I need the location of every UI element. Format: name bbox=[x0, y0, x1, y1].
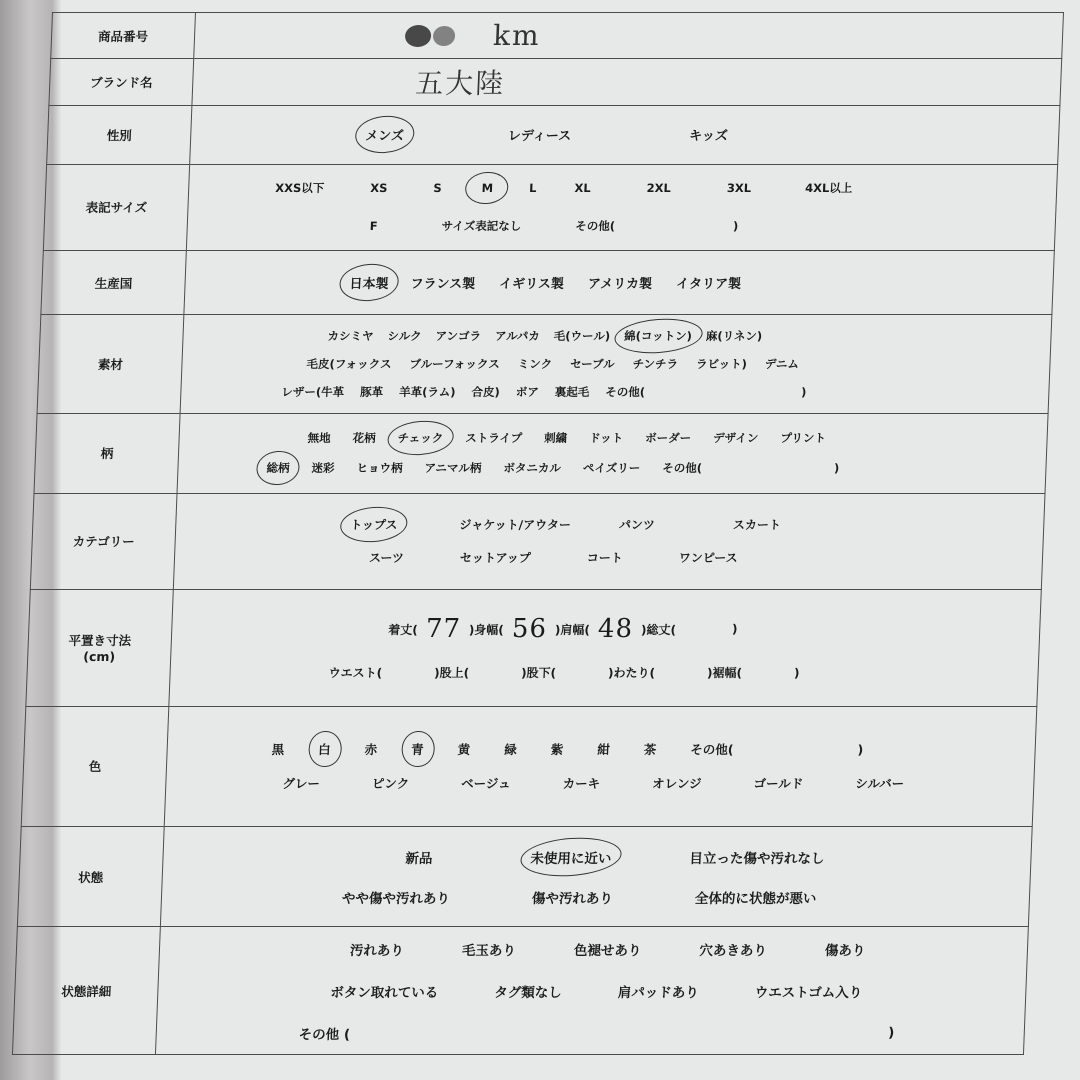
measure-thigh-label[interactable]: )わたり( bbox=[607, 666, 656, 681]
row-condition bbox=[17, 827, 1032, 927]
pattern-option[interactable]: 刺繍 bbox=[543, 431, 568, 446]
country-option-japan[interactable]: 日本製 bbox=[345, 270, 393, 295]
measure-length-label: 着丈( bbox=[387, 622, 419, 637]
redacted-ink-mark bbox=[401, 22, 460, 50]
row-material bbox=[37, 315, 1052, 413]
material-option[interactable]: チンチラ bbox=[632, 356, 679, 371]
detail-option[interactable]: 色褪せあり bbox=[573, 942, 642, 959]
measure-length-value[interactable]: 77 bbox=[425, 614, 462, 645]
color-option[interactable]: 紺 bbox=[596, 742, 611, 758]
label-condition-detail: 状態詳細 bbox=[12, 927, 160, 1055]
color-option[interactable]: 黒 bbox=[271, 742, 285, 758]
material-option[interactable]: アルパカ bbox=[494, 328, 541, 343]
pattern-option[interactable]: ボタニカル bbox=[503, 461, 562, 476]
pattern-option[interactable]: プリント bbox=[780, 431, 827, 446]
material-option[interactable]: 羊革(ラム) bbox=[398, 384, 456, 399]
row-size bbox=[43, 164, 1057, 250]
pattern-option-other[interactable]: その他( bbox=[662, 461, 703, 476]
label-size: 表記サイズ bbox=[43, 164, 189, 250]
material-option[interactable]: 麻(リネン) bbox=[705, 328, 763, 343]
detail-option[interactable]: ウエストゴム入り bbox=[754, 984, 863, 1001]
label-brand: ブランド名 bbox=[49, 59, 194, 106]
color-option[interactable]: 赤 bbox=[364, 742, 378, 758]
gender-option-mens[interactable]: メンズ bbox=[361, 122, 409, 147]
size-option[interactable]: XS bbox=[369, 181, 388, 196]
measure-end-2: ) bbox=[793, 665, 800, 680]
label-pattern: 柄 bbox=[34, 413, 180, 493]
category-option-tops[interactable]: トップス bbox=[346, 513, 402, 536]
material-option[interactable]: 裏起毛 bbox=[554, 384, 590, 399]
color-option[interactable]: 緑 bbox=[503, 742, 518, 758]
product-form bbox=[12, 12, 1064, 1055]
category-option[interactable]: スーツ bbox=[368, 551, 405, 566]
label-category: カテゴリー bbox=[30, 493, 177, 589]
size-option[interactable]: XL bbox=[574, 181, 591, 196]
size-option[interactable]: 2XL bbox=[646, 181, 672, 196]
country-option[interactable]: イタリア製 bbox=[675, 277, 742, 292]
color-option[interactable]: オレンジ bbox=[651, 776, 702, 792]
color-option[interactable]: ゴールド bbox=[753, 776, 804, 792]
material-option[interactable]: ミンク bbox=[517, 356, 553, 371]
measure-rise-label[interactable]: )股上( bbox=[433, 666, 470, 681]
label-measure-unit: (cm) bbox=[83, 649, 116, 665]
color-option[interactable]: 黄 bbox=[457, 742, 471, 758]
category-option[interactable]: ジャケット/アウター bbox=[459, 518, 572, 533]
color-option[interactable]: カーキ bbox=[562, 776, 601, 792]
pattern-option[interactable]: アニマル柄 bbox=[424, 461, 482, 476]
size-option[interactable]: S bbox=[433, 181, 442, 196]
detail-option[interactable]: タグ類なし bbox=[494, 984, 563, 1001]
label-measure: 平置き寸法 bbox=[68, 633, 132, 649]
pattern-option[interactable]: デザイン bbox=[712, 431, 759, 446]
measure-waist-label[interactable]: ウエスト( bbox=[328, 666, 383, 681]
pattern-option-allover[interactable]: 総柄 bbox=[262, 457, 294, 479]
material-option[interactable]: ブルーフォックス bbox=[409, 356, 501, 371]
condition-option[interactable]: やや傷や汚れあり bbox=[341, 890, 451, 907]
row-measure bbox=[26, 590, 1041, 706]
row-pattern bbox=[34, 413, 1048, 493]
color-option-white[interactable]: 白 bbox=[314, 737, 335, 761]
pattern-option[interactable]: ヒョウ柄 bbox=[356, 461, 403, 476]
size-option[interactable]: 3XL bbox=[726, 181, 752, 196]
row-category bbox=[30, 493, 1045, 589]
detail-option[interactable]: 穴あきあり bbox=[699, 942, 768, 959]
material-option[interactable]: ボア bbox=[515, 384, 540, 399]
color-option[interactable]: 茶 bbox=[643, 742, 657, 758]
condition-option-new[interactable]: 新品 bbox=[405, 850, 433, 867]
condition-option[interactable]: 傷や汚れあり bbox=[531, 890, 614, 907]
condition-option[interactable]: 全体的に状態が悪い bbox=[694, 890, 817, 907]
pattern-option[interactable]: ペイズリー bbox=[582, 461, 641, 476]
product-number-handwritten: km bbox=[492, 19, 542, 53]
row-gender bbox=[47, 106, 1060, 164]
size-option[interactable]: F bbox=[369, 219, 378, 234]
pattern-option[interactable]: ドット bbox=[588, 431, 624, 446]
pattern-option[interactable]: ボーダー bbox=[644, 431, 692, 446]
category-option[interactable]: パンツ bbox=[618, 518, 656, 533]
label-material: 素材 bbox=[37, 315, 184, 413]
detail-option[interactable]: 肩パッドあり bbox=[617, 984, 700, 1001]
measure-total-label: )総丈( bbox=[640, 622, 677, 637]
size-option[interactable]: 4XL以上 bbox=[804, 181, 853, 196]
detail-option-other[interactable]: その他 ( bbox=[298, 1026, 351, 1043]
pattern-option[interactable]: 迷彩 bbox=[311, 461, 335, 476]
material-option[interactable]: 合皮) bbox=[471, 384, 501, 399]
row-product-number bbox=[51, 13, 1064, 59]
measure-shoulder-label: )肩幅( bbox=[554, 622, 591, 637]
pattern-option-check[interactable]: チェック bbox=[393, 427, 448, 449]
color-option[interactable]: ベージュ bbox=[460, 776, 511, 792]
measure-shoulder-value[interactable]: 48 bbox=[597, 614, 634, 645]
color-option[interactable]: ピンク bbox=[371, 776, 410, 792]
category-option[interactable]: スカート bbox=[732, 518, 782, 533]
size-option-other[interactable]: その他( bbox=[574, 219, 616, 234]
measure-end: ) bbox=[731, 622, 738, 637]
measure-inseam-label[interactable]: )股下( bbox=[520, 666, 557, 681]
detail-option[interactable]: 汚れあり bbox=[349, 942, 405, 959]
material-option[interactable]: 毛(ウール) bbox=[553, 328, 611, 343]
size-other-close: ) bbox=[732, 219, 739, 234]
pattern-other-close: ) bbox=[833, 461, 840, 476]
brand-handwritten: 五大陸 bbox=[414, 67, 506, 101]
detail-option[interactable]: 毛玉あり bbox=[461, 942, 517, 959]
measure-total-value[interactable] bbox=[680, 626, 728, 632]
label-country: 生産国 bbox=[41, 250, 186, 314]
measure-body-label: )身幅( bbox=[468, 622, 505, 637]
label-condition: 状態 bbox=[17, 827, 164, 927]
size-option[interactable]: XXS以下 bbox=[274, 181, 325, 196]
label-color: 色 bbox=[21, 706, 169, 826]
detail-option[interactable]: 傷あり bbox=[824, 942, 866, 959]
material-option-cotton[interactable]: 綿(コットン) bbox=[620, 325, 697, 347]
pattern-option[interactable]: 花柄 bbox=[352, 431, 376, 446]
color-other-close: ) bbox=[857, 741, 864, 757]
material-option-other[interactable]: その他( bbox=[605, 384, 646, 399]
row-color bbox=[21, 706, 1037, 826]
material-option[interactable]: デニム bbox=[764, 356, 800, 371]
detail-option[interactable]: ボタン取れている bbox=[330, 984, 439, 1001]
row-country bbox=[41, 250, 1054, 314]
country-option[interactable]: イギリス製 bbox=[498, 277, 565, 292]
detail-other-close: ) bbox=[887, 1024, 895, 1041]
condition-option-like-new[interactable]: 未使用に近い bbox=[526, 844, 616, 870]
condition-option[interactable]: 目立った傷や汚れなし bbox=[689, 850, 825, 867]
material-option[interactable]: カシミヤ bbox=[327, 328, 374, 343]
gender-option-ladies[interactable]: レディース bbox=[507, 129, 572, 145]
country-option[interactable]: フランス製 bbox=[410, 277, 476, 292]
size-option-m-selected[interactable]: M bbox=[471, 178, 503, 198]
material-option[interactable]: アンゴラ bbox=[435, 328, 482, 343]
measure-body-value[interactable]: 56 bbox=[511, 614, 548, 645]
material-option[interactable]: レザー(牛革 bbox=[281, 384, 345, 399]
row-brand bbox=[49, 59, 1062, 106]
material-option[interactable]: 豚革 bbox=[359, 384, 384, 399]
pattern-option[interactable]: ストライプ bbox=[465, 431, 523, 446]
gender-option-kids[interactable]: キッズ bbox=[688, 129, 729, 145]
color-option[interactable]: シルバー bbox=[855, 776, 905, 792]
size-option[interactable]: L bbox=[528, 181, 537, 196]
pattern-option[interactable]: 無地 bbox=[307, 431, 331, 446]
category-option[interactable]: ワンピース bbox=[678, 551, 738, 566]
material-option[interactable]: ラビット) bbox=[695, 356, 748, 371]
material-option[interactable]: シルク bbox=[387, 328, 422, 343]
label-product-number: 商品番号 bbox=[51, 13, 196, 59]
category-option[interactable]: セットアップ bbox=[459, 551, 532, 566]
color-option-blue[interactable]: 青 bbox=[407, 737, 428, 761]
color-option[interactable]: グレー bbox=[282, 776, 321, 792]
measure-hem-label[interactable]: )裾幅( bbox=[706, 666, 743, 681]
row-condition-detail bbox=[12, 927, 1028, 1055]
material-option[interactable]: セーブル bbox=[569, 356, 615, 371]
label-gender: 性別 bbox=[47, 106, 192, 164]
material-other-close: ) bbox=[800, 384, 807, 399]
country-option[interactable]: アメリカ製 bbox=[587, 277, 653, 292]
material-option[interactable]: 毛皮(フォックス bbox=[306, 356, 392, 371]
category-option[interactable]: コート bbox=[586, 551, 624, 566]
size-option[interactable]: サイズ表記なし bbox=[441, 219, 522, 234]
color-option-other[interactable]: その他( bbox=[690, 742, 734, 758]
color-option[interactable]: 紫 bbox=[550, 742, 564, 758]
